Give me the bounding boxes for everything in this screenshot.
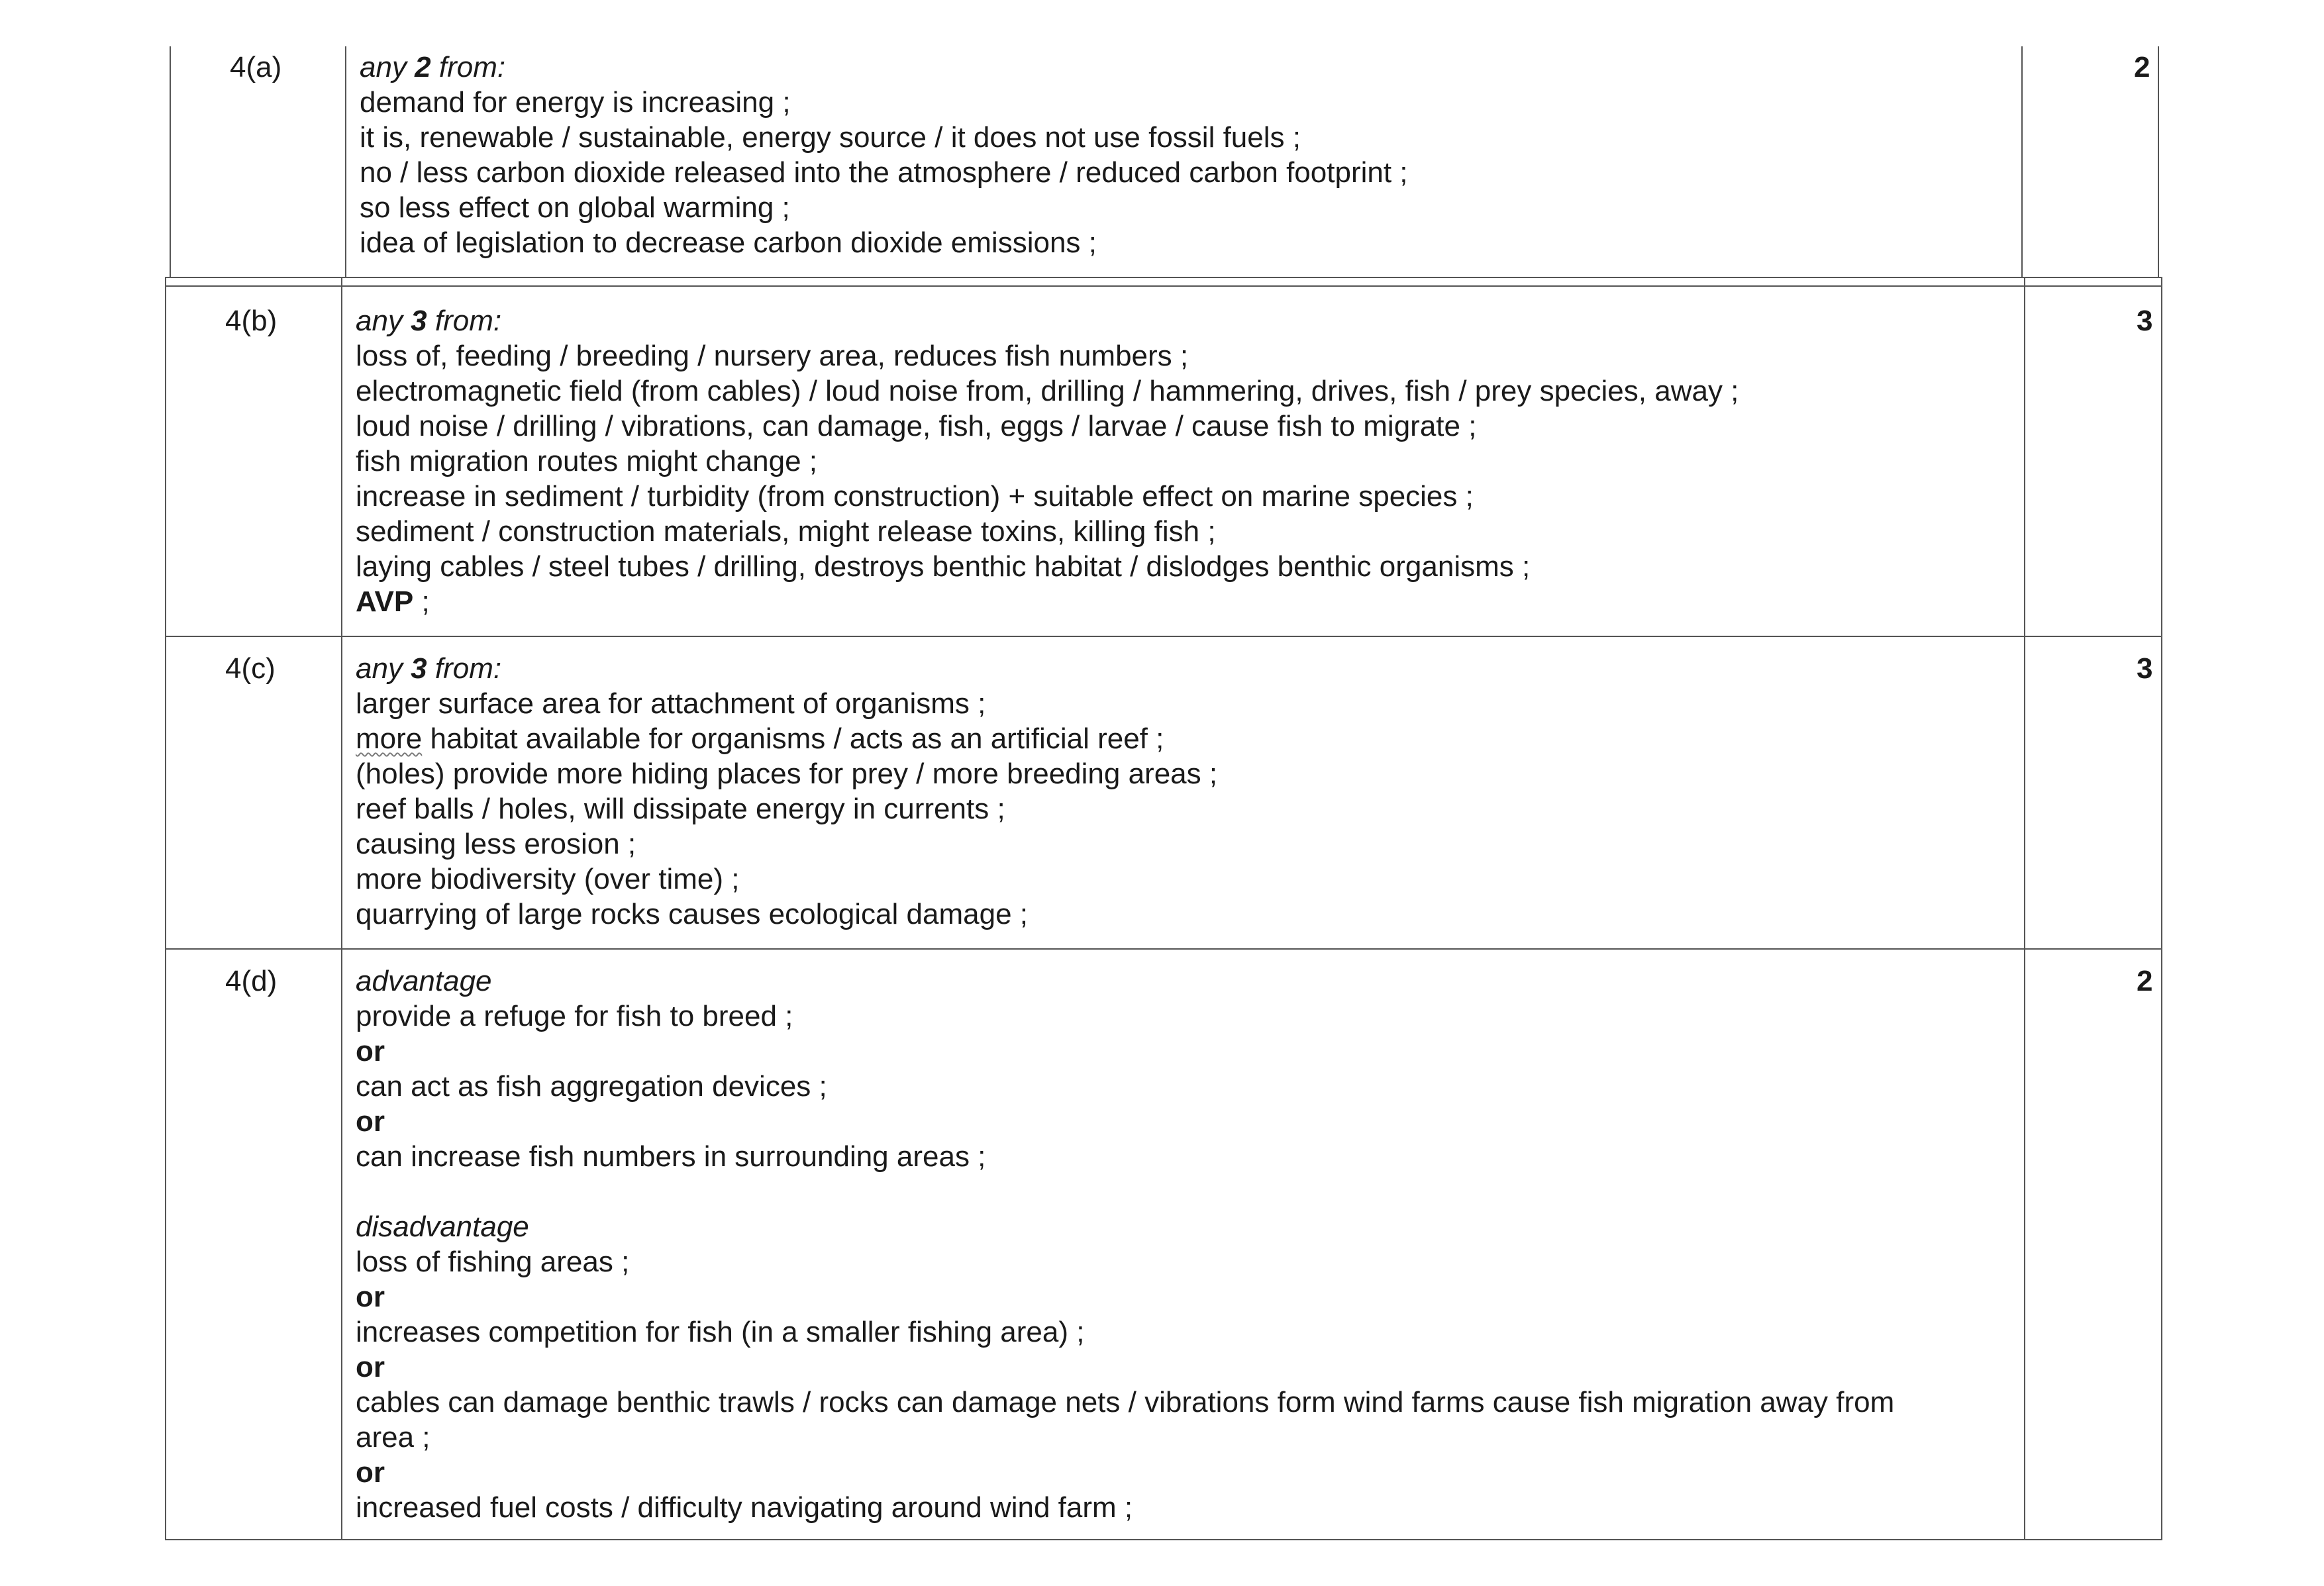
spellcheck-word: more (356, 722, 423, 755)
blank-line (356, 1174, 1894, 1209)
answer-text: area ; (356, 1421, 430, 1454)
answer-subheading (356, 964, 1894, 999)
heading-text: any (356, 305, 411, 337)
answer-text: (holes) provide more hiding places for prey / more breeding areas ; (356, 758, 1218, 790)
answer-heading (360, 50, 1408, 85)
answer-text: provide a refuge for fish to breed ; (356, 1000, 793, 1032)
answer-line (356, 1385, 1894, 1420)
answer-line (356, 1139, 1894, 1174)
answer-text: increased fuel costs / difficulty navigating around wind farm ; (356, 1491, 1133, 1524)
or-separator (356, 1104, 1894, 1139)
question-number: 4(a) (230, 51, 282, 83)
answer-text: loss of, feeding / breeding / nursery area, reduces fish numbers ; (356, 340, 1189, 372)
answer-cell (360, 50, 1408, 260)
answer-text: larger surface area for attachment of organisms ; (356, 687, 986, 720)
answer-line (356, 1314, 1894, 1350)
answer-cell (356, 303, 1739, 619)
answer-line (356, 479, 1739, 514)
answer-line (356, 686, 1217, 721)
answer-line (356, 791, 1217, 826)
heading-count: 2 (415, 51, 431, 83)
answer-text: cables can damage benthic trawls / rocks can damage nets / vibrations form wind farms cause fish migration away from (356, 1386, 1895, 1418)
row-divider (166, 636, 2161, 637)
answer-text: idea of legislation to decrease carbon dioxide emissions ; (360, 226, 1097, 259)
column-divider (2024, 278, 2025, 1539)
heading-count: 3 (411, 652, 427, 685)
answer-line (360, 120, 1408, 155)
answer-text: laying cables / steel tubes / drilling, destroys benthic habitat / dislodges benthic organisms ; (356, 550, 1531, 583)
or-text: or (356, 1105, 385, 1138)
subheading-text: advantage (356, 965, 492, 997)
subheading-text: disadvantage (356, 1211, 529, 1243)
answer-subheading (356, 1209, 1894, 1244)
answer-line (356, 862, 1217, 897)
answer-text: loss of fishing areas ; (356, 1246, 630, 1278)
answer-text: demand for energy is increasing ; (360, 86, 791, 119)
answer-cell (356, 651, 1217, 932)
answer-text: increases competition for fish (in a smaller fishing area) ; (356, 1316, 1085, 1348)
answer-line (360, 155, 1408, 190)
column-divider (2021, 46, 2023, 277)
or-text: or (356, 1351, 385, 1383)
or-separator (356, 1455, 1894, 1490)
answer-line (356, 1069, 1894, 1104)
avp-label: AVP (356, 585, 414, 618)
answer-text: more biodiversity (over time) ; (356, 863, 740, 895)
or-text: or (356, 1281, 385, 1313)
answer-line (356, 338, 1739, 373)
question-number: 4(d) (225, 965, 278, 997)
answer-line (356, 1420, 1894, 1455)
answer-text: reef balls / holes, will dissipate energy in currents ; (356, 793, 1005, 825)
heading-text: from: (427, 305, 502, 337)
column-divider (345, 46, 346, 277)
marks-value: 3 (2137, 305, 2153, 337)
answer-line (356, 549, 1739, 584)
question-number: 4(c) (225, 652, 276, 685)
answer-cell (356, 964, 1894, 1525)
question-number: 4(b) (225, 305, 278, 337)
answer-line (356, 444, 1739, 479)
answer-text: ; (413, 585, 430, 618)
answer-line (360, 85, 1408, 120)
answer-text: loud noise / drilling / vibrations, can damage, fish, eggs / larvae / cause fish to migrate ; (356, 410, 1477, 442)
answer-heading (356, 651, 1217, 686)
answer-line (360, 190, 1408, 225)
table-top-rule (166, 285, 2161, 287)
or-separator (356, 1350, 1894, 1385)
or-separator (356, 1034, 1894, 1069)
column-divider (341, 278, 342, 1539)
row-divider (166, 948, 2161, 950)
or-text: or (356, 1035, 385, 1067)
heading-text: from: (430, 51, 506, 83)
answer-text: fish migration routes might change ; (356, 445, 818, 477)
answer-text: habitat available for organisms / acts as an artificial reef ; (422, 722, 1164, 755)
answer-text: quarrying of large rocks causes ecological damage ; (356, 898, 1028, 930)
answer-line (356, 373, 1739, 409)
answer-line (360, 225, 1408, 260)
answer-text: sediment / construction materials, might release toxins, killing fish ; (356, 515, 1216, 548)
marks-value: 3 (2137, 652, 2153, 685)
answer-text: can increase fish numbers in surrounding areas ; (356, 1140, 986, 1173)
answer-line (356, 826, 1217, 862)
answer-line (356, 897, 1217, 932)
heading-text: any (356, 652, 411, 685)
answer-heading (356, 303, 1739, 338)
answer-line (356, 756, 1217, 791)
answer-line (356, 1244, 1894, 1279)
answer-line (356, 999, 1894, 1034)
answer-line (356, 409, 1739, 444)
answer-line (356, 721, 1217, 756)
or-separator (356, 1279, 1894, 1314)
answer-line (356, 514, 1739, 549)
heading-count: 3 (411, 305, 427, 337)
heading-text: any (360, 51, 415, 83)
heading-text: from: (427, 652, 502, 685)
answer-line (356, 584, 1739, 619)
or-text: or (356, 1456, 385, 1489)
answer-text: electromagnetic field (from cables) / loud noise from, drilling / hammering, drives, fish / prey species, away ; (356, 375, 1739, 407)
marks-value: 2 (2137, 965, 2153, 997)
marks-value: 2 (2134, 51, 2150, 83)
answer-text: causing less erosion ; (356, 828, 636, 860)
answer-text: no / less carbon dioxide released into the atmosphere / reduced carbon footprint ; (360, 156, 1408, 189)
answer-line (356, 1490, 1894, 1525)
answer-text: it is, renewable / sustainable, energy source / it does not use fossil fuels ; (360, 121, 1301, 154)
answer-text: increase in sediment / turbidity (from construction) + suitable effect on marine species ; (356, 480, 1474, 513)
answer-text: so less effect on global warming ; (360, 191, 790, 224)
answer-text: can act as fish aggregation devices ; (356, 1070, 827, 1103)
